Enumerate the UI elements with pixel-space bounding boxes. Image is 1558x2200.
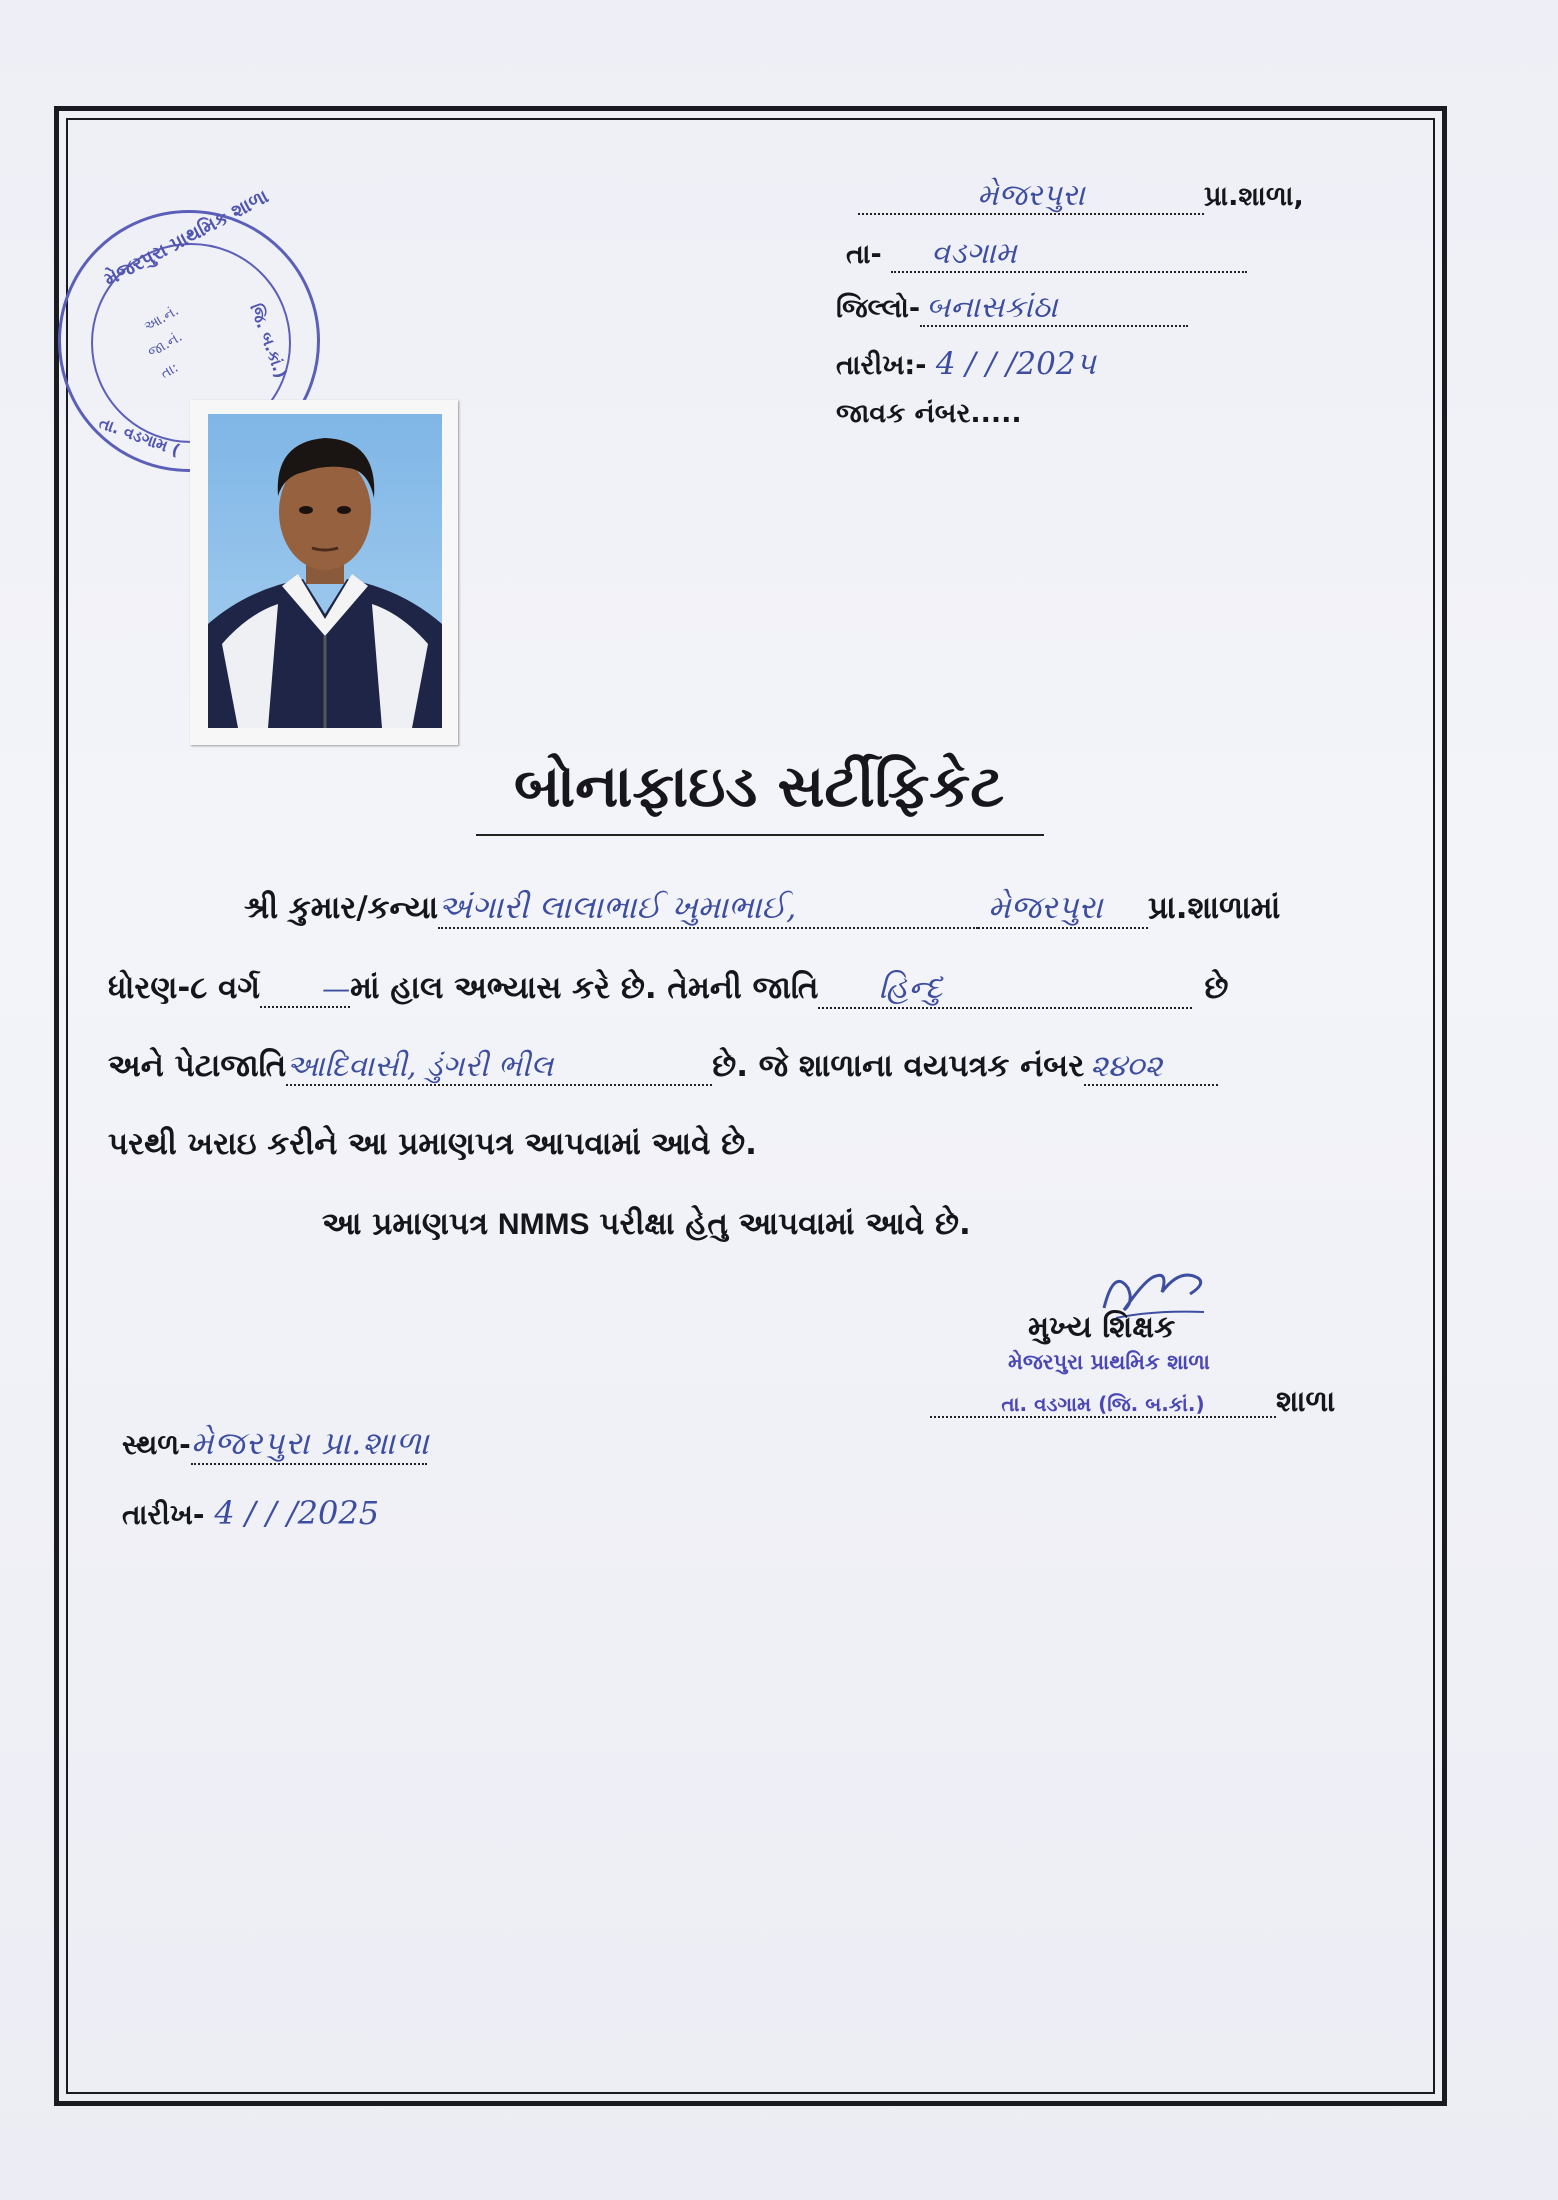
- body-suffix-1: પ્રા.શાળામાં: [1148, 890, 1281, 926]
- title-underline: [476, 834, 1044, 836]
- body-prefix-3: અને પેટાજાતિ: [108, 1048, 287, 1084]
- header-taluka-line: [846, 236, 1247, 273]
- body-line-3: [108, 1048, 1218, 1086]
- header-school-suffix: પ્રા.શાળા,: [1204, 181, 1304, 212]
- header-date-line: [836, 346, 1096, 383]
- certificate-title: બોનાફાઇડ સર્ટીફિકેટ: [514, 752, 1004, 820]
- signature-stamp-line1: મેજરપુરા પ્રાથમિક શાળા: [1008, 1350, 1210, 1374]
- stamp-ring-text: મેજરપુરા પ્રાથમિક શાળા: [100, 185, 273, 291]
- body-middle-2: માં હાલ અભ્યાસ કરે છે. તેમની જાતિ: [350, 970, 819, 1006]
- signature-suffix: શાળા: [1276, 1384, 1336, 1418]
- footer-place-line: [122, 1424, 430, 1465]
- footer-place-label: સ્થળ-: [122, 1428, 191, 1461]
- body-school-name: મેજરપુરા: [988, 888, 1103, 926]
- header-taluka-value: વડગામ: [931, 236, 1017, 271]
- signature-stamp-line2: તા. વડગામ (જિ. બ.કાં.): [1001, 1392, 1205, 1416]
- student-photo-image: [208, 414, 442, 728]
- header-school-line: [858, 178, 1304, 215]
- stamp-ring-text-bottom: તા. વડગામ (: [96, 413, 183, 460]
- header-date-label: તારીખ:-: [836, 350, 927, 381]
- body-prefix-1: શ્રી કુમાર/કન્યા: [244, 890, 439, 926]
- body-line-2: [108, 968, 1228, 1009]
- body-prefix-5: આ પ્રમાણપત્ર: [322, 1206, 489, 1242]
- body-middle-3: છે. જે શાળાના વયપત્રક નંબર: [712, 1048, 1085, 1084]
- class-value: —: [322, 972, 351, 1005]
- body-line-1: [244, 888, 1280, 929]
- header-taluka-label: તા-: [846, 239, 882, 270]
- signature-school-line: [930, 1384, 1335, 1419]
- body-suffix-5: પરીક્ષા હેતુ આપવામાં આવે છે.: [599, 1206, 971, 1242]
- caste-value: હિન્દુ: [878, 968, 943, 1006]
- body-line-5: [322, 1206, 971, 1243]
- subcaste-value: આદિવાસી, ડુંગરી ભીલ: [286, 1049, 554, 1084]
- body-suffix-2: છે: [1204, 970, 1229, 1006]
- stamp-inner-line3: તા:: [158, 359, 182, 383]
- body-prefix-2: ધોરણ-૮ વર્ગ: [108, 970, 261, 1006]
- footer-date-line: [122, 1494, 379, 1532]
- header-district-label: જિલ્લો-: [836, 293, 921, 324]
- stamp-ring-text-right: જિ. બ.કાં.): [246, 300, 291, 381]
- header-district-value: બનાસકાંઠા: [926, 290, 1058, 325]
- exam-name: NMMS: [497, 1208, 590, 1241]
- header-date-value: 4 / / /202પ: [935, 346, 1096, 382]
- body-line-4: પરથી ખરાઇ કરીને આ પ્રમાણપત્ર આપવામાં આવે છે.: [108, 1126, 757, 1162]
- register-number: ૨૪૦૨: [1090, 1049, 1163, 1084]
- footer-date-value: 4 / / /2025: [214, 1494, 380, 1532]
- signature-title: મુખ્ય શિક્ષક: [1028, 1310, 1176, 1345]
- student-photo: [190, 400, 458, 745]
- stamp-inner-line2: જા.નં.: [145, 328, 186, 362]
- header-district-line: [836, 290, 1188, 327]
- student-name: અંગારી લાલાભાઈ ખુમાભાઈ,: [438, 888, 797, 926]
- footer-date-label: તારીખ-: [122, 1498, 205, 1531]
- footer-place-value: મેજરપુરા પ્રા.શાળા: [190, 1424, 430, 1462]
- header-outward-number: જાવક નંબર.....: [836, 398, 1022, 429]
- stamp-inner-line1: આ.નં.: [141, 302, 182, 336]
- header-school-name: મેજરપુરા: [977, 178, 1085, 213]
